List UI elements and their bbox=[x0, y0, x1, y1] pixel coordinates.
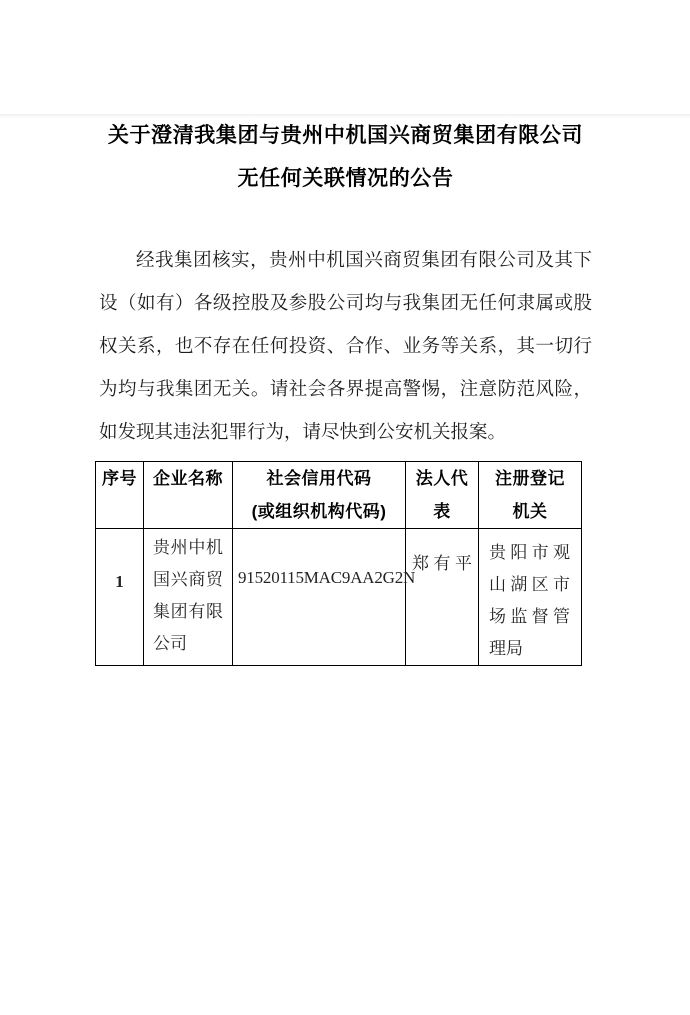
paragraph-line: 经我集团核实，贵州中机国兴商贸集团有限公司及其下 bbox=[136, 251, 592, 271]
header-text: 序号 bbox=[102, 469, 137, 488]
cell-credit-code: 91520115MAC9AA2G2N bbox=[233, 529, 406, 666]
cell-registry-authority bbox=[479, 529, 582, 666]
title-line-2: 无任何关联情况的公告 bbox=[237, 167, 454, 190]
cell-legal-representative bbox=[406, 529, 479, 666]
legal-representative-name: 郑有平 bbox=[412, 554, 472, 573]
registry-line: 山湖区市 bbox=[489, 575, 570, 594]
registry-line: 理局 bbox=[489, 639, 523, 658]
company-name-line: 贵州中机 bbox=[153, 538, 223, 557]
header-text: 注册登记 bbox=[495, 469, 565, 488]
header-text: 表 bbox=[433, 502, 451, 521]
announcement-paragraph bbox=[99, 240, 592, 455]
header-text: 机关 bbox=[512, 502, 548, 521]
paragraph-line: 权关系，也不存在任何投资、合作、业务等关系，其一切行 bbox=[99, 337, 592, 357]
cell-serial-number: 1 bbox=[96, 529, 144, 666]
cell-company-name bbox=[144, 529, 233, 666]
header-text: 企业名称 bbox=[153, 469, 223, 488]
company-name-line: 集团有限 bbox=[153, 602, 223, 621]
paragraph-line: 为均与我集团无关。请社会各界提高警惕，注意防范风险， bbox=[99, 380, 592, 400]
registry-line: 贵阳市观 bbox=[489, 543, 570, 562]
paragraph-line: 如发现其违法犯罪行为，请尽快到公安机关报案。 bbox=[99, 423, 507, 443]
announcement-title bbox=[99, 114, 592, 200]
header-company-name bbox=[144, 462, 233, 529]
company-info-table bbox=[95, 461, 582, 666]
header-text: 社会信用代码 bbox=[266, 469, 372, 488]
header-text: 法人代 bbox=[415, 469, 469, 488]
company-name-line: 公司 bbox=[153, 634, 187, 653]
header-serial-number bbox=[96, 462, 144, 529]
table-row bbox=[96, 529, 582, 666]
document-page bbox=[0, 114, 690, 1015]
header-legal-representative bbox=[406, 462, 479, 529]
paragraph-line: 设（如有）各级控股及参股公司均与我集团无任何隶属或股 bbox=[99, 294, 592, 314]
header-text: (或组织机构代码) bbox=[251, 502, 387, 521]
header-credit-code bbox=[233, 462, 406, 529]
table-header-row bbox=[96, 462, 582, 529]
title-line-1: 关于澄清我集团与贵州中机国兴商贸集团有限公司 bbox=[107, 124, 584, 147]
company-name-line: 国兴商贸 bbox=[153, 570, 223, 589]
registry-line: 场监督管 bbox=[489, 607, 570, 626]
page-top-shadow bbox=[0, 114, 690, 118]
header-registry-authority bbox=[479, 462, 582, 529]
